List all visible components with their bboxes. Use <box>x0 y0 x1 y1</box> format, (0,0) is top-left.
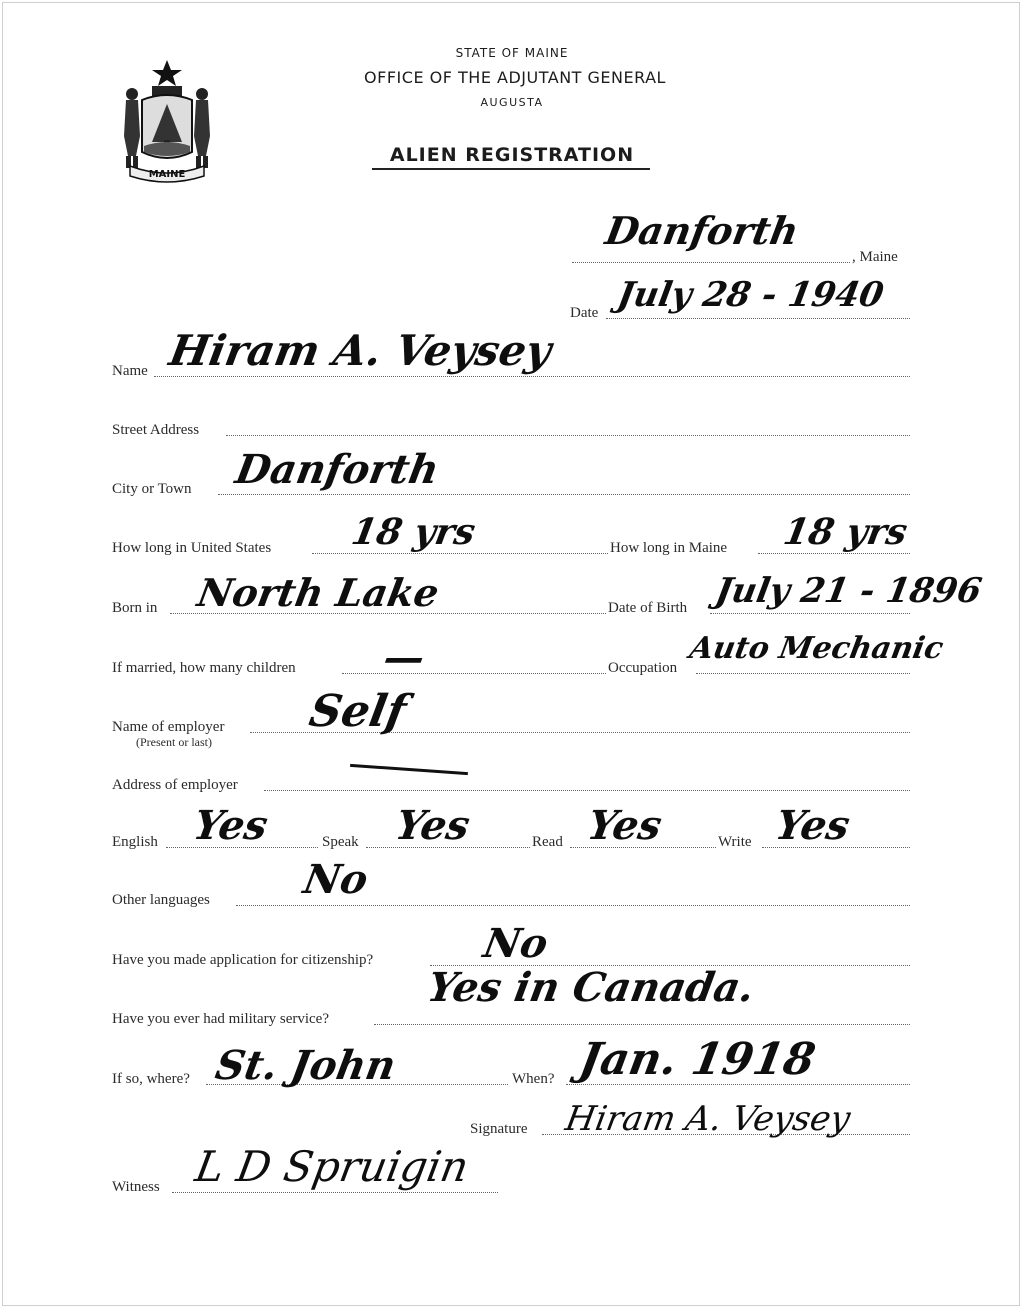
signature-value[interactable]: Hiram A. Veysey <box>562 1099 854 1139</box>
where-value[interactable]: St. John <box>211 1042 400 1089</box>
employer-value[interactable]: Self <box>305 686 411 737</box>
write-label: Write <box>718 834 752 850</box>
name-value[interactable]: Hiram A. Veysey <box>165 326 555 375</box>
citizenship-label: Have you made application for citizenship? <box>112 952 374 968</box>
other-languages-label: Other languages <box>112 892 210 908</box>
occupation-value[interactable]: Auto Mechanic <box>687 631 946 666</box>
read-label: Read <box>532 834 563 850</box>
city-label: City or Town <box>112 481 192 497</box>
name-label: Name <box>112 363 148 379</box>
street-address-label: Street Address <box>112 422 200 438</box>
where-label: If so, where? <box>112 1071 190 1087</box>
english-value[interactable]: Yes <box>189 802 272 849</box>
svg-text:MAINE: MAINE <box>148 169 186 180</box>
form-title: ALIEN REGISTRATION <box>389 144 635 166</box>
maine-label: , Maine <box>852 249 898 265</box>
children-value[interactable]: — <box>379 634 423 681</box>
header-office: OFFICE OF THE ADJUTANT GENERAL <box>364 68 666 87</box>
date-value[interactable]: July 28 - 1940 <box>614 275 887 315</box>
date-label: Date <box>570 305 599 321</box>
maine-state-seal-icon <box>112 56 222 184</box>
occupation-label: Occupation <box>608 660 678 676</box>
employer-note: (Present or last) <box>136 735 212 749</box>
title-underline <box>372 168 650 170</box>
born-in-value[interactable]: North Lake <box>194 570 443 615</box>
witness-label: Witness <box>112 1179 160 1195</box>
speak-value[interactable]: Yes <box>391 802 474 849</box>
employer-label: Name of employer <box>112 719 225 735</box>
header-state: STATE OF MAINE <box>455 46 569 60</box>
other-languages-value[interactable]: No <box>299 856 372 903</box>
speak-label: Speak <box>322 834 359 850</box>
write-value[interactable]: Yes <box>771 802 854 849</box>
signature-label: Signature <box>470 1121 528 1137</box>
date-of-birth-label: Date of Birth <box>608 600 688 616</box>
military-value[interactable]: Yes in Canada. <box>423 964 758 1011</box>
when-label: When? <box>512 1071 555 1087</box>
city-value[interactable]: Danforth <box>231 446 443 493</box>
english-label: English <box>112 834 158 850</box>
employer-address-label: Address of employer <box>112 777 238 793</box>
when-value[interactable]: Jan. 1918 <box>575 1034 820 1085</box>
military-label: Have you ever had military service? <box>112 1011 329 1027</box>
read-value[interactable]: Yes <box>583 802 666 849</box>
how-long-us-value[interactable]: 18 yrs <box>348 511 479 553</box>
how-long-maine-label: How long in Maine <box>610 540 728 556</box>
town-value[interactable]: Danforth <box>602 208 803 253</box>
date-of-birth-value[interactable]: July 21 - 1896 <box>712 571 985 611</box>
header-city: AUGUSTA <box>480 96 544 109</box>
children-label: If married, how many children <box>112 660 296 676</box>
witness-value[interactable]: L D Spruigin <box>191 1142 473 1191</box>
how-long-us-label: How long in United States <box>112 540 272 556</box>
how-long-maine-value[interactable]: 18 yrs <box>780 511 911 553</box>
citizenship-value[interactable]: No <box>479 920 552 967</box>
born-in-label: Born in <box>112 600 158 616</box>
